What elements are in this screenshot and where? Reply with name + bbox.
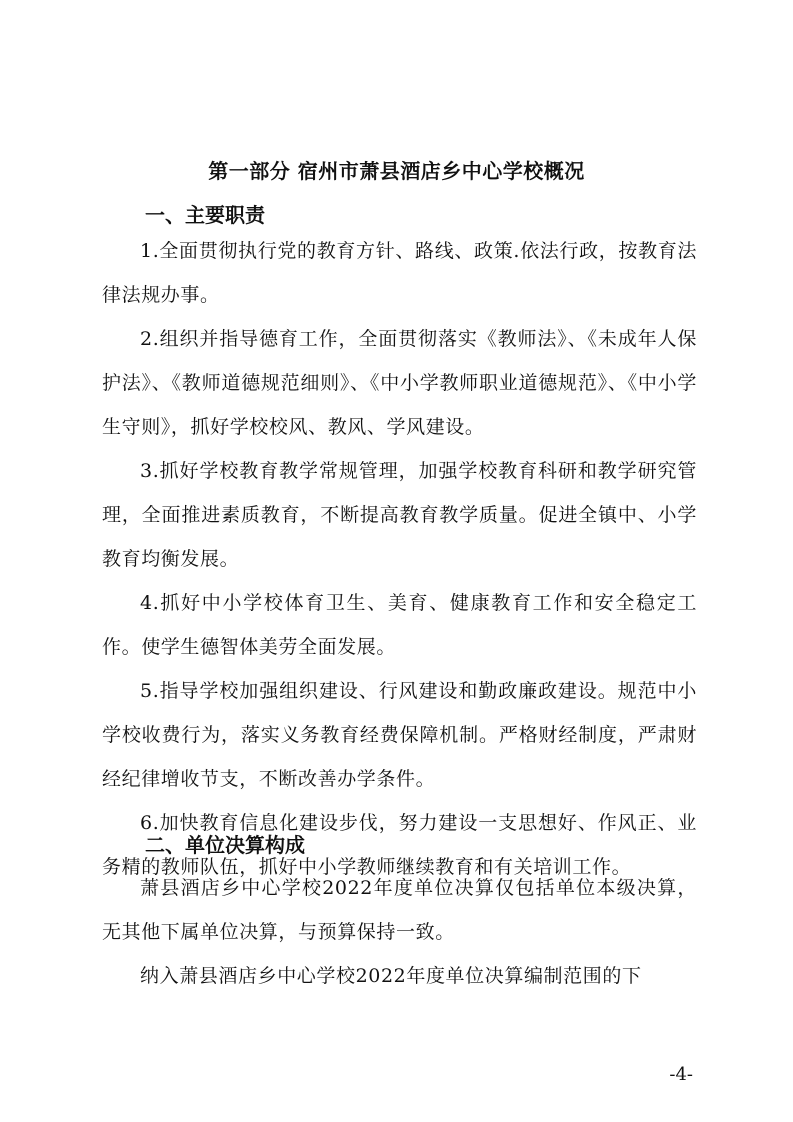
composition-paragraph-1: 萧县酒店乡中心学校2022年度单位决算仅包括单位本级决算，无其他下属单位决算，与预算保持一致。 [102, 877, 697, 943]
duty-paragraph-6: 6.加快教育信息化建设步伐，努力建设一支思想好、作风正、业务精的教师队伍，抓好中小学教师继续教育和有关培训工作。 [102, 812, 697, 878]
section-heading-duties: 一、主要职责 [145, 203, 265, 227]
duty-paragraph-3: 3.抓好学校教育教学常规管理，加强学校教育科研和教学研究管理，全面推进素质教育，不断提高教育教学质量。促进全镇中、小学教育均衡发展。 [102, 460, 697, 570]
duty-paragraph-1: 1.全面贯彻执行党的教育方针、路线、政策.依法行政，按教育法律法规办事。 [102, 240, 697, 306]
page-number: -4- [669, 1064, 693, 1085]
page-title: 第一部分 宿州市萧县酒店乡中心学校概况 [208, 159, 585, 183]
duty-paragraph-2: 2.组织并指导德育工作，全面贯彻落实《教师法》、《未成年人保护法》、《教师道德规范细则》、《中小学教师职业道德规范》、《中小学生守则》，抓好学校校风、教风、学风建设。 [102, 328, 697, 438]
duty-paragraph-4: 4.抓好中小学校体育卫生、美育、健康教育工作和安全稳定工作。使学生德智体美劳全面发展。 [102, 592, 697, 658]
section-heading-composition: 二、单位决算构成 [145, 833, 305, 857]
duty-paragraph-5: 5.指导学校加强组织建设、行风建设和勤政廉政建设。规范中小学校收费行为，落实义务教育经费保障机制。严格财经制度，严肃财经纪律增收节支，不断改善办学条件。 [102, 680, 697, 790]
composition-paragraph-2: 纳入萧县酒店乡中心学校2022年度单位决算编制范围的下 [140, 965, 642, 987]
